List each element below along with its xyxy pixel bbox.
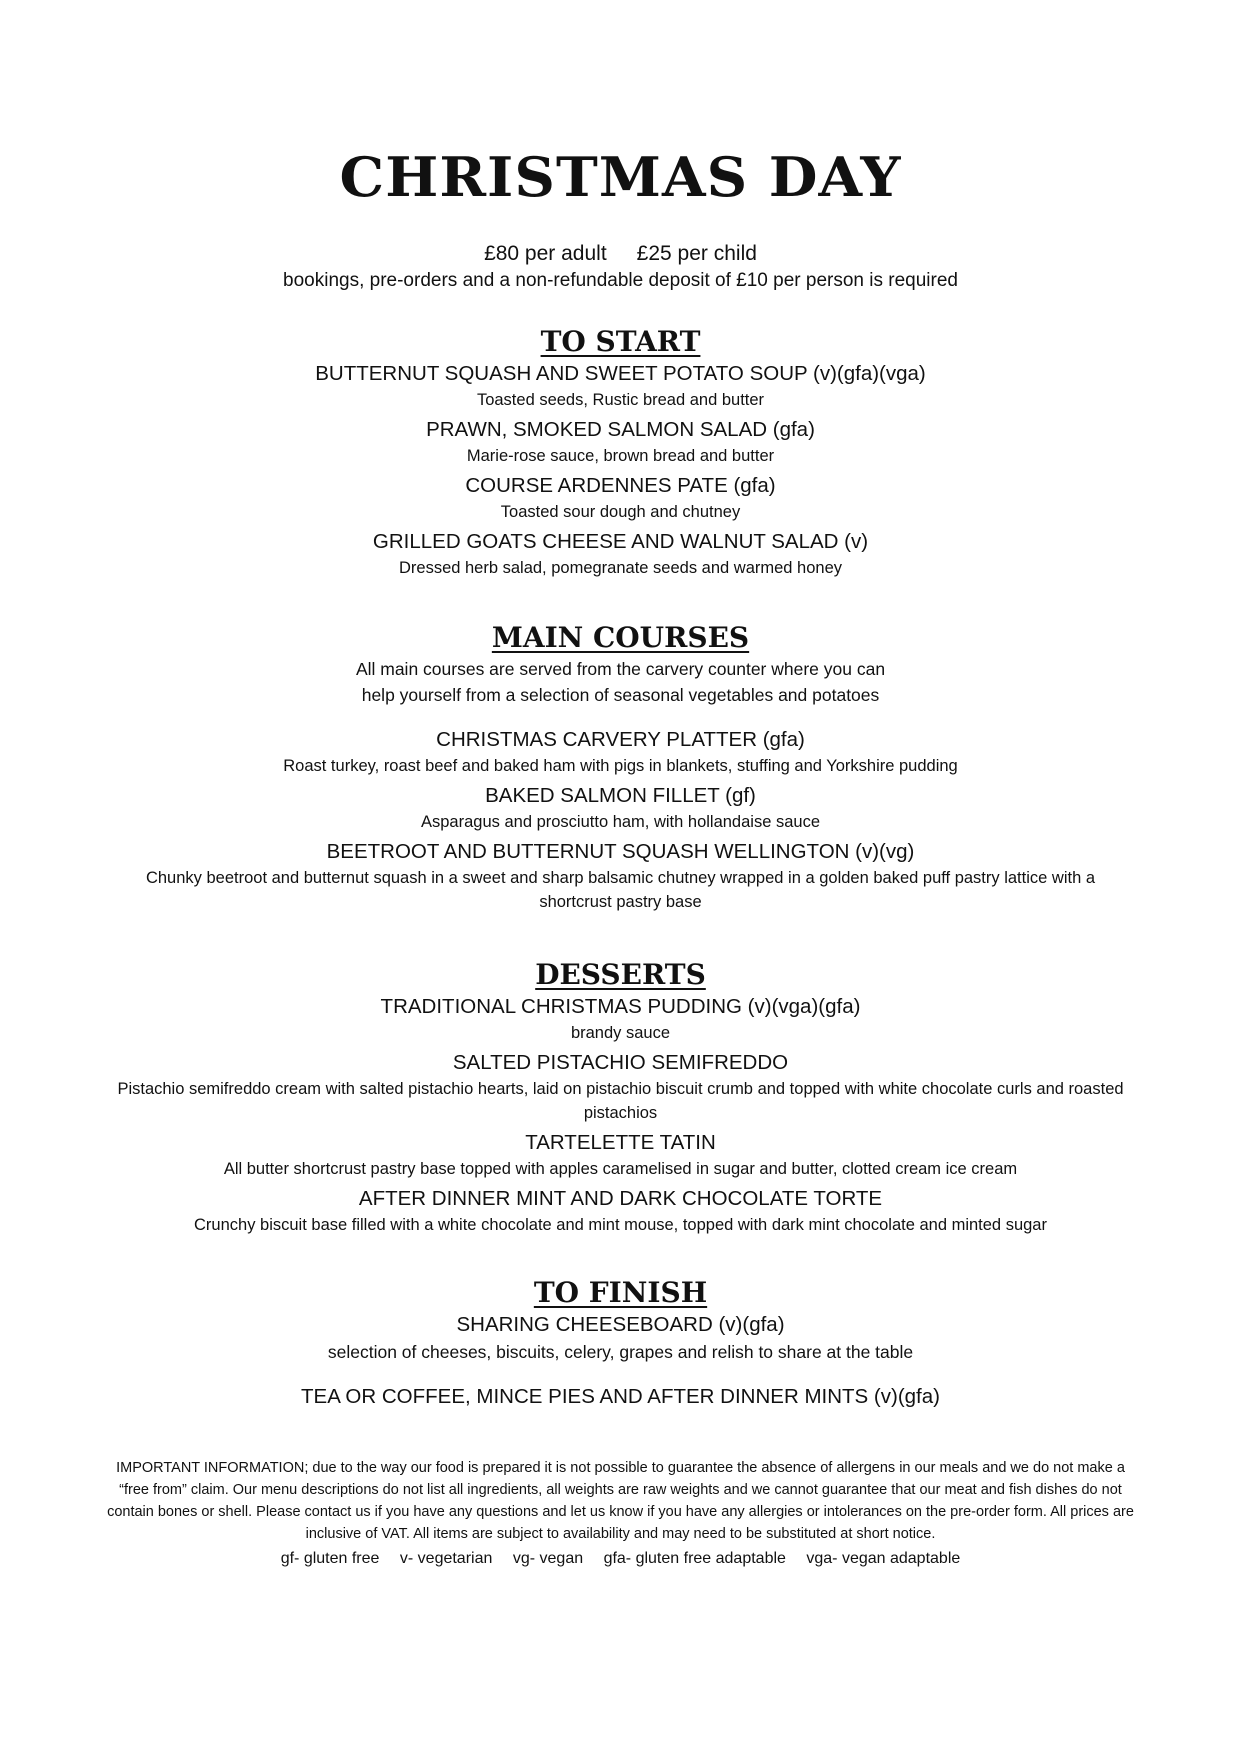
allergen-notice: IMPORTANT INFORMATION; due to the way our food is prepared it is not possible to guarantee the absence of allergens in our meals and we do not make a “free from” claim. Our menu descriptions do not list all ingredients, all weights are raw weights and we cannot guarantee that our meat and fish dishes do not contain bones or shell. Please contact us if you have any questions and let us know if you have any allergies or intolerances on the pre-order form. All prices are inclusive of VAT. All items are subject to availability and may need to be substituted at short notice.: [107, 1460, 1134, 1542]
dietary-legend: [0, 1547, 1241, 1571]
legend-vga: vga- vegan adaptable: [806, 1550, 961, 1567]
page-title: CHRISTMAS DAY: [339, 145, 902, 209]
legend-vg: vg- vegan: [512, 1550, 584, 1567]
dish-name: CHRISTMAS CARVERY PLATTER (gfa): [436, 728, 805, 751]
dish-name: BAKED SALMON FILLET (gf): [485, 784, 756, 807]
dish-description: Pistachio semifreddo cream with salted pistachio hearts, laid on pistachio biscuit crumb and topped with white chocolate curls and roasted pistachios: [117, 1080, 1124, 1122]
price-line: [0, 240, 1241, 268]
section-heading-desserts: DESSERTS: [535, 958, 706, 991]
mains-intro-line: All main courses are served from the carvery counter where you can: [355, 659, 886, 679]
section-desserts: [0, 957, 1241, 1241]
dish-name: SHARING CHEESEBOARD (v)(gfa): [456, 1313, 785, 1336]
child-price: £25 per child: [636, 242, 757, 265]
dish-name: PRAWN, SMOKED SALMON SALAD (gfa): [426, 418, 815, 441]
dish-name: BUTTERNUT SQUASH AND SWEET POTATO SOUP (v)(gfa)(vga): [315, 362, 926, 385]
dish-description: Crunchy biscuit base filled with a white chocolate and mint mouse, topped with dark mint chocolate and minted sugar: [194, 1216, 1047, 1234]
section-heading-main-courses: MAIN COURSES: [491, 621, 750, 654]
section-to-finish: [0, 1275, 1241, 1411]
dish-name: BEETROOT AND BUTTERNUT SQUASH WELLINGTON (v)(vg): [326, 840, 915, 863]
section-heading-to-finish: TO FINISH: [533, 1276, 708, 1309]
dish-description: Dressed herb salad, pomegranate seeds and warmed honey: [398, 559, 843, 577]
dish-name: TRADITIONAL CHRISTMAS PUDDING (v)(vga)(gfa): [380, 995, 861, 1018]
dish-name: COURSE ARDENNES PATE (gfa): [465, 474, 776, 497]
section-main-courses: [0, 620, 1241, 918]
dish-name: SALTED PISTACHIO SEMIFREDDO: [452, 1051, 789, 1074]
dish-description: Marie-rose sauce, brown bread and butter: [466, 447, 775, 465]
legend-v: v- vegetarian: [399, 1550, 493, 1567]
dish-description: Toasted sour dough and chutney: [500, 503, 741, 521]
dish-description: Asparagus and prosciutto ham, with hollandaise sauce: [421, 813, 820, 831]
dish-name: TARTELETTE TATIN: [525, 1131, 716, 1154]
dish-name: AFTER DINNER MINT AND DARK CHOCOLATE TORTE: [358, 1187, 883, 1210]
dish-description: All butter shortcrust pastry base topped with apples caramelised in sugar and butter, clotted cream ice cream: [223, 1160, 1018, 1178]
booking-note: bookings, pre-orders and a non-refundable deposit of £10 per person is required: [283, 270, 958, 291]
legend-gf: gf- gluten free: [280, 1550, 380, 1567]
dish-description: brandy sauce: [570, 1024, 671, 1042]
dish-description: selection of cheeses, biscuits, celery, grapes and relish to share at the table: [327, 1342, 914, 1362]
dish-name: TEA OR COFFEE, MINCE PIES AND AFTER DINNER MINTS (v)(gfa): [301, 1385, 940, 1408]
important-information: [0, 1457, 1241, 1571]
dish-description: Roast turkey, roast beef and baked ham with pigs in blankets, stuffing and Yorkshire pudding: [283, 757, 958, 775]
section-to-start: [0, 324, 1241, 584]
mains-intro-line: help yourself from a selection of seasonal vegetables and potatoes: [361, 685, 880, 705]
dish-description: Chunky beetroot and butternut squash in a sweet and sharp balsamic chutney wrapped in a golden baked puff pastry lattice with a shortcrust pastry base: [145, 869, 1096, 911]
dish-name: GRILLED GOATS CHEESE AND WALNUT SALAD (v): [372, 530, 869, 553]
legend-gfa: gfa- gluten free adaptable: [603, 1550, 786, 1567]
dish-description: Toasted seeds, Rustic bread and butter: [476, 391, 765, 409]
section-heading-to-start: TO START: [540, 325, 701, 358]
adult-price: £80 per adult: [484, 242, 607, 265]
